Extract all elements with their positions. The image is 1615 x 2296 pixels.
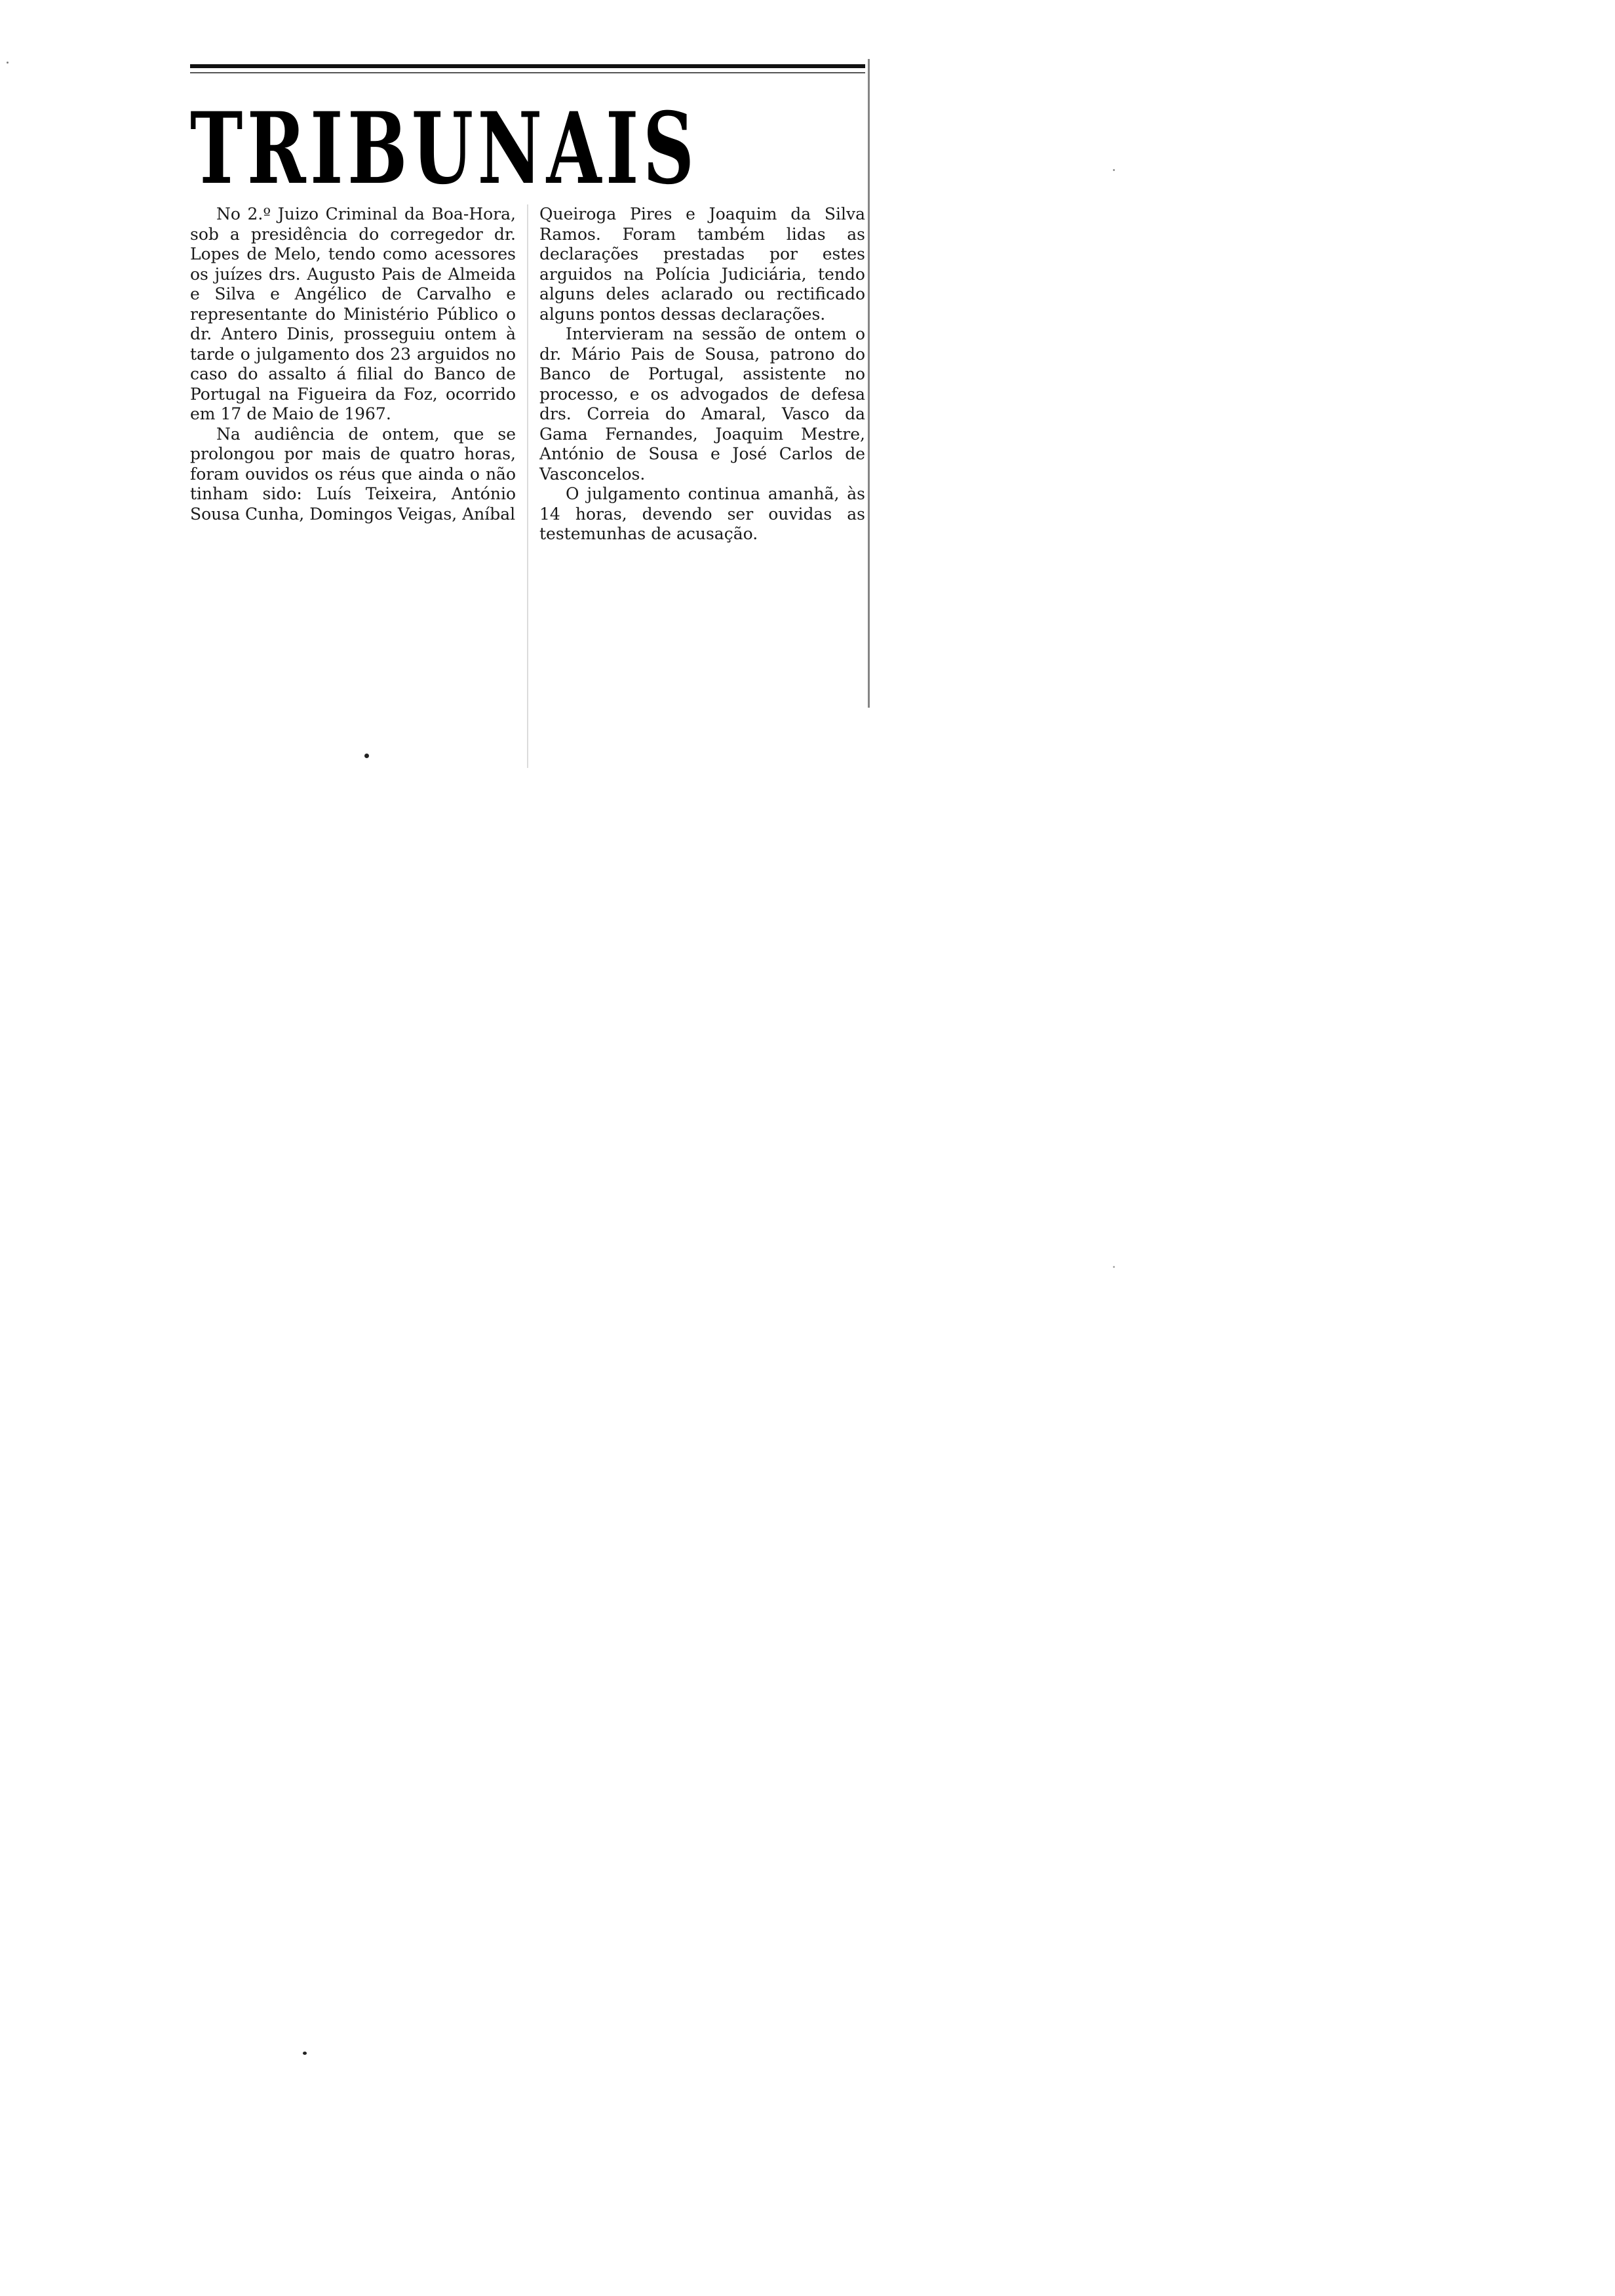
scan-speck <box>364 754 369 758</box>
paragraph: Na audiência de ontem, que se prolongou por mais de quatro horas, foram ouvidos os réus que ainda o não tinham sido: Luís Teixeira, António Sousa Cunha, Domingos Veigas, Aníbal <box>190 424 516 524</box>
paragraph: O julgamento continua amanhã, às 14 horas, devendo ser ouvidas as testemunhas de acusação. <box>539 484 865 543</box>
headline: TRIBUNAIS <box>190 91 699 206</box>
scan-speck <box>1113 1266 1115 1268</box>
scan-speck <box>7 62 9 64</box>
paragraph-continued: Queiroga Pires e Joaquim da Silva Ramos. Foram também lidas as declarações prestadas por estes arguidos na Polícia Judiciária, tendo alguns deles aclarado ou rectificado alguns pontos dessas declarações. <box>539 204 865 324</box>
scan-speck <box>303 2052 307 2055</box>
column-2 <box>539 204 865 545</box>
paragraph: Intervieram na sessão de ontem o dr. Mário Pais de Sousa, patrono do Banco de Portugal, assistente no processo, e os advogados de defesa drs. Correia do Amaral, Vasco da Gama Fernandes, Joaquim Mestre, António de Sousa e José Carlos de Vasconcelos. <box>539 324 865 484</box>
article-body <box>190 204 865 545</box>
right-border-rule <box>868 59 870 708</box>
newspaper-clipping <box>190 59 872 714</box>
scan-speck <box>1113 169 1115 171</box>
column-1 <box>190 204 516 545</box>
paragraph: No 2.º Juizo Criminal da Boa-Hora, sob a presidência do corregedor dr. Lopes de Melo, tendo como acessores os juízes drs. Augusto Pais de Almeida e Silva e Angélico de Carvalho e representante do Ministério Público o dr. Antero Dinis, prosseguiu ontem à tarde o julgamento dos 23 arguidos no caso do assalto á filial do Banco de Portugal na Figueira da Foz, ocorrido em 17 de Maio de 1967. <box>190 204 516 423</box>
top-rule <box>190 64 865 68</box>
top-rule-thin <box>190 72 865 73</box>
